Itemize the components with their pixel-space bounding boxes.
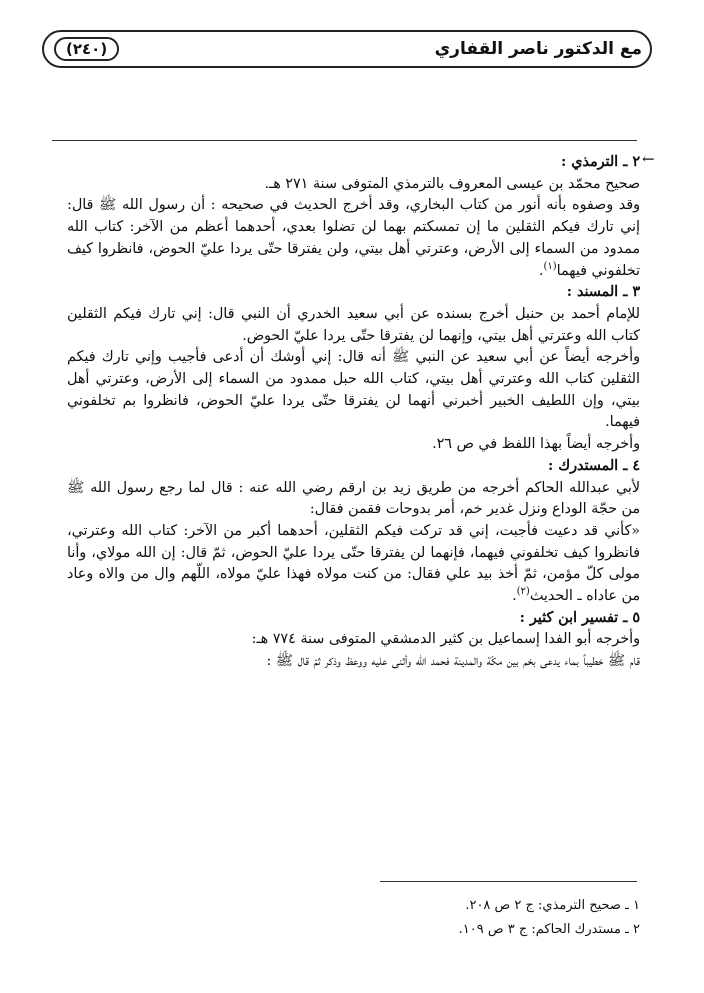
section-heading: ٤ ـ المستدرك : (548, 457, 640, 474)
continuation-arrow-icon: ← (642, 150, 655, 168)
page-header (42, 30, 652, 68)
main-text (67, 152, 640, 673)
paragraph: وأخرجه أيضاً عن أبي سعيد عن النبي ﷺ أنه قال: إني أوشك أن أدعى فأجيب وإني تارك فيكم الثقلين كتاب الله وعترتي أهل بيتي، كتاب الله حبل ممدود من السماء إلى الأرض، وعترتي أهل بيتي، وإن اللطيف الخبير أخبرني أنهما لن يفترقا حتّى يردا عليّ الحوض، فانظروا بم تخلفوني فيهما. (67, 349, 640, 431)
paragraph-text: وقد وصفوه بأنه أنور من كتاب البخاري، وقد أخرج الحديث في صحيحه : أن رسول الله ﷺ قال: إني تارك فيكم الثقلين ما إن تمسكتم بهما لن تضلوا بعدي، أحدهما أعظم من الآخر: كتاب الله ممدود من السماء إلى الأرض، وعترتي أهل بيتي، ولن يفترقا حتّى يردا عليّ الحوض، فانظروا كيف تخلفوني فيهما (67, 197, 640, 279)
section-heading: ٢ ـ الترمذي : (561, 154, 640, 170)
page-number: (٢٤٠) (54, 37, 119, 61)
footnote-ref: (٢) (516, 586, 530, 598)
footnote-ref: (١) (543, 260, 557, 272)
paragraph: لأبي عبدالله الحاكم أخرجه من طريق زيد بن ارقم رضي الله عنه : قال لما رجع رسول الله ﷺ من حجّة الوداع ونزل غدير خم، أمر بدوحات فقمن فقال: (67, 479, 640, 518)
paragraph: «كأني قد دعيت فأجبت، إني قد تركت فيكم الثقلين، أحدهما أكبر من الآخر: كتاب الله وعترتي، فانظروا كيف تخلفوني فيهما، فإنهما لن يفترقا حتّى يردا عليّ الحوض، ثمّ قال: إن الله مولاي، وأنا مولى كلّ مؤمن، ثمّ أخذ بيد علي فقال: من كنت مولاه فهذا عليّ مولاه، اللّهم وال من والاه وعاد من عاداه ـ الحديث$^{(٢)}$. (67, 522, 640, 605)
footnote: ١ ـ صحيح الترمذي: ج ٢ ص ٢٠٨. (465, 898, 640, 913)
paragraph: وقد وصفوه بأنه أنور من كتاب البخاري، وقد أخرج الحديث في صحيحه : أن رسول الله ﷺ قال: إني تارك فيكم الثقلين ما إن تمسكتم بهما لن تضلوا بعدي، أحدهما أعظم من الآخر: كتاب الله ممدود من السماء إلى الأرض، وعترتي أهل بيتي، ولن يفترقا حتّى يردا عليّ الحوض، فانظروا كيف تخلفوني فيهما$^{(١)}$. (67, 197, 640, 279)
footnotes (340, 894, 640, 942)
section-heading: ٥ ـ تفسير ابن كثير : (519, 609, 640, 626)
paragraph: للإمام أحمد بن حنبل أخرج بسنده عن أبي سعيد الخدري أن النبي قال: إني تارك فيكم الثقلين كتاب الله وعترتي أهل بيتي، وإنهما لن يفترقا حتّى يردا عليّ الحوض. (67, 305, 640, 344)
paragraph: قام ﷺ خطيباً بماء يدعى بخم بين مكّة والمدينة فحمد الله وأثنى عليه ووعظ وذكر ثمّ قال ﷺ : (266, 653, 640, 670)
paragraph: وأخرجه أيضاً بهذا اللفظ في ص ٢٦. (432, 436, 640, 453)
footnote-divider (380, 881, 637, 882)
section-heading: ٣ ـ المسند : (566, 284, 640, 301)
header-divider (52, 140, 637, 141)
paragraph-text: «كأني قد دعيت فأجبت، إني قد تركت فيكم الثقلين، أحدهما أكبر من الآخر: كتاب الله وعترتي، فانظروا كيف تخلفوني فيهما، فإنهما لن يفترقا حتّى يردا عليّ الحوض، ثمّ قال: إن الله مولاي، وأنا مولى كلّ مؤمن، ثمّ أخذ بيد علي فقال: من كنت مولاه فهذا عليّ مولاه، اللّهم وال من والاه وعاد من عاداه ـ الحديث (67, 522, 640, 605)
paragraph: وأخرجه أبو الفدا إسماعيل بن كثير الدمشقي المتوفى سنة ٧٧٤ هـ: (251, 631, 640, 648)
paragraph: صحيح محمّد بن عيسى المعروف بالترمذي المتوفى سنة ٢٧١ هـ. (264, 175, 640, 192)
footnote: ٢ ـ مستدرك الحاكم: ج ٣ ص ١٠٩. (458, 922, 640, 937)
running-title: مع الدكتور ناصر القفاري (434, 39, 642, 59)
